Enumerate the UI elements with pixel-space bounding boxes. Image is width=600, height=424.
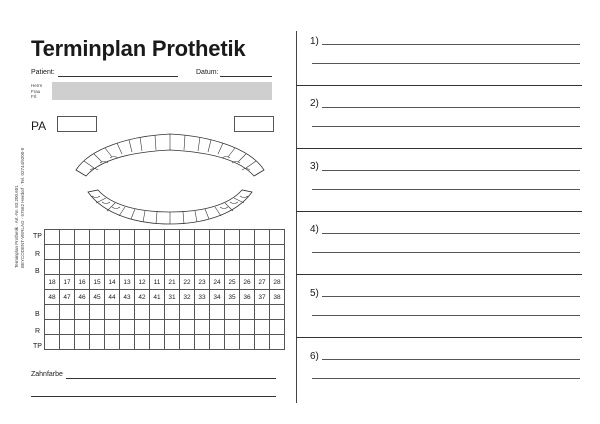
tooth-27: 27 [255,275,270,290]
grid-cell[interactable] [120,320,135,335]
grid-cell[interactable] [195,320,210,335]
grid-cell[interactable] [75,320,90,335]
appointment-6-line-1[interactable] [322,359,580,360]
grid-cell[interactable] [60,335,75,350]
tooth-23: 23 [195,275,210,290]
grid-cell[interactable] [105,260,120,275]
tooth-13: 13 [120,275,135,290]
grid-cell[interactable] [240,305,255,320]
grid-cell[interactable] [180,260,195,275]
section-divider-5 [296,337,582,338]
tooth-24: 24 [210,275,225,290]
grid-cell[interactable] [225,230,240,245]
grid-cell[interactable] [150,260,165,275]
datum-field[interactable] [220,76,272,77]
tooth-43: 43 [120,290,135,305]
grid-cell[interactable] [255,230,270,245]
grid-cell[interactable] [60,245,75,260]
patient-label: Patient: [31,69,55,76]
grid-cell[interactable] [195,260,210,275]
patient-field[interactable] [58,76,178,77]
grid-cell[interactable] [135,260,150,275]
pa-label: PA [31,119,47,133]
appointment-1-line-1[interactable] [322,44,580,45]
grid-row-r-upper [45,245,285,260]
grid-cell[interactable] [255,320,270,335]
grid-cell[interactable] [180,320,195,335]
grid-cell[interactable] [60,305,75,320]
grid-cell[interactable] [45,245,60,260]
appointment-6-label: 6) [310,351,319,362]
grid-cell[interactable] [165,335,180,350]
row-label-r-lower: R [35,328,41,335]
grid-cell[interactable] [165,230,180,245]
grid-cell[interactable] [180,305,195,320]
appointment-3-line-2[interactable] [312,189,580,190]
grid-cell[interactable] [120,335,135,350]
grid-cell[interactable] [135,305,150,320]
row-label-b-lower: B [35,311,40,318]
salutation-herrn: Herrn [31,83,43,88]
grid-row-teeth-upper [45,275,285,290]
grid-cell[interactable] [135,335,150,350]
tooth-41: 41 [150,290,165,305]
appointment-2-label: 2) [310,98,319,109]
grid-cell[interactable] [120,245,135,260]
grid-cell[interactable] [75,230,90,245]
grid-cell[interactable] [270,320,285,335]
salutation-frau: Frau [31,88,41,94]
section-divider-1 [296,85,582,86]
grid-cell[interactable] [225,260,240,275]
grid-cell[interactable] [120,305,135,320]
tooth-25: 25 [225,275,240,290]
grid-cell[interactable] [270,260,285,275]
appointment-3-line-1[interactable] [322,170,580,171]
tooth-35: 35 [225,290,240,305]
grid-cell[interactable] [150,230,165,245]
grid-cell[interactable] [45,320,60,335]
grid-cell[interactable] [210,305,225,320]
grid-cell[interactable] [90,260,105,275]
grid-cell[interactable] [195,335,210,350]
tooth-42: 42 [135,290,150,305]
grid-cell[interactable] [60,230,75,245]
section-divider-2 [296,148,582,149]
grid-cell[interactable] [255,260,270,275]
grid-cell[interactable] [180,335,195,350]
grid-cell[interactable] [60,260,75,275]
appointment-3-label: 3) [310,161,319,172]
tooth-18: 18 [45,275,60,290]
grid-cell[interactable] [240,245,255,260]
grid-cell[interactable] [135,230,150,245]
grid-cell[interactable] [45,260,60,275]
tooth-34: 34 [210,290,225,305]
grid-cell[interactable] [225,305,240,320]
grid-cell[interactable] [165,260,180,275]
tooth-46: 46 [75,290,90,305]
grid-cell[interactable] [165,245,180,260]
grid-cell[interactable] [45,335,60,350]
grid-cell[interactable] [135,320,150,335]
grid-cell[interactable] [240,335,255,350]
tooth-11: 11 [150,275,165,290]
grid-row-b-upper [45,260,285,275]
tooth-36: 36 [240,290,255,305]
grid-cell[interactable] [150,335,165,350]
appointment-5-line-1[interactable] [322,296,580,297]
grid-cell[interactable] [150,320,165,335]
tooth-44: 44 [105,290,120,305]
grid-cell[interactable] [120,230,135,245]
grid-cell[interactable] [60,320,75,335]
grid-cell[interactable] [75,260,90,275]
grid-cell[interactable] [105,245,120,260]
grid-cell[interactable] [120,260,135,275]
column-divider [296,31,297,403]
grid-cell[interactable] [195,230,210,245]
appointment-4-line-2[interactable] [312,252,580,253]
grid-cell[interactable] [45,305,60,320]
grid-row-teeth-lower [45,290,285,305]
appointment-2-line-2[interactable] [312,126,580,127]
grid-cell[interactable] [225,320,240,335]
grid-cell[interactable] [165,305,180,320]
grid-cell[interactable] [75,335,90,350]
tooth-14: 14 [105,275,120,290]
appointment-1-line-2[interactable] [312,63,580,64]
salutation-frl: Frl. [31,94,38,99]
grid-cell[interactable] [180,245,195,260]
appointment-2-line-1[interactable] [322,107,580,108]
grid-cell[interactable] [105,320,120,335]
tooth-26: 26 [240,275,255,290]
grid-cell[interactable] [195,245,210,260]
grid-cell[interactable] [150,245,165,260]
tooth-12: 12 [135,275,150,290]
grid-cell[interactable] [255,245,270,260]
tooth-48: 48 [45,290,60,305]
row-label-tp-upper: TP [33,233,42,240]
row-label-r-upper: R [35,251,41,258]
grid-cell[interactable] [105,230,120,245]
grid-cell[interactable] [75,305,90,320]
grid-cell[interactable] [90,335,105,350]
tooth-47: 47 [60,290,75,305]
tooth-grid [44,229,285,350]
tooth-16: 16 [75,275,90,290]
section-divider-3 [296,211,582,212]
grid-cell[interactable] [135,245,150,260]
appointment-4-label: 4) [310,224,319,235]
appointment-1-label: 1) [310,36,319,47]
grid-cell[interactable] [225,245,240,260]
tooth-33: 33 [195,290,210,305]
tooth-22: 22 [180,275,195,290]
grid-cell[interactable] [210,335,225,350]
tooth-38: 38 [270,290,285,305]
grid-cell[interactable] [165,320,180,335]
grid-cell[interactable] [255,335,270,350]
row-label-b-upper: B [35,268,40,275]
tooth-21: 21 [165,275,180,290]
grid-cell[interactable] [270,305,285,320]
grid-cell[interactable] [240,320,255,335]
tooth-37: 37 [255,290,270,305]
grid-cell[interactable] [270,245,285,260]
grid-cell[interactable] [105,335,120,350]
zahnfarbe-field-2[interactable] [31,396,276,397]
zahnfarbe-field[interactable] [66,378,276,379]
publisher-line-1: Terminplan Prothetik · Art.-Nr. 83.200.601 [14,185,19,268]
grid-cell[interactable] [255,305,270,320]
grid-cell[interactable] [270,230,285,245]
tooth-28: 28 [270,275,285,290]
patient-address-box[interactable] [52,82,272,100]
grid-cell[interactable] [195,305,210,320]
grid-cell[interactable] [90,305,105,320]
tooth-32: 32 [180,290,195,305]
appointment-4-line-1[interactable] [322,233,580,234]
grid-row-r-lower [45,320,285,335]
tooth-45: 45 [90,290,105,305]
datum-label: Datum: [196,69,219,76]
grid-cell[interactable] [90,230,105,245]
publisher-line-2: BEYCODENT-VERLAG · 57562 Herdorf · Tel. 02744/9200-0 [19,147,25,268]
appointment-5-label: 5) [310,288,319,299]
dental-chart-diagram [60,128,280,228]
appointment-5-line-2[interactable] [312,315,580,316]
grid-cell[interactable] [90,245,105,260]
grid-cell[interactable] [150,305,165,320]
tooth-15: 15 [90,275,105,290]
grid-cell[interactable] [45,230,60,245]
grid-cell[interactable] [225,335,240,350]
grid-row-tp-upper [45,230,285,245]
section-divider-4 [296,274,582,275]
tooth-31: 31 [165,290,180,305]
grid-cell[interactable] [270,335,285,350]
grid-row-tp-lower [45,335,285,350]
grid-cell[interactable] [210,245,225,260]
grid-cell[interactable] [210,260,225,275]
grid-cell[interactable] [210,230,225,245]
tooth-17: 17 [60,275,75,290]
publisher-info [14,148,25,268]
grid-cell[interactable] [180,230,195,245]
salutation-list [31,83,42,100]
grid-cell[interactable] [105,305,120,320]
grid-cell[interactable] [240,260,255,275]
grid-cell[interactable] [75,245,90,260]
grid-row-b-lower [45,305,285,320]
row-label-tp-lower: TP [33,343,42,350]
zahnfarbe-label: Zahnfarbe [31,371,63,378]
appointment-6-line-2[interactable] [312,378,580,379]
grid-cell[interactable] [210,320,225,335]
form-title: Terminplan Prothetik [31,36,246,61]
grid-cell[interactable] [90,320,105,335]
grid-cell[interactable] [240,230,255,245]
